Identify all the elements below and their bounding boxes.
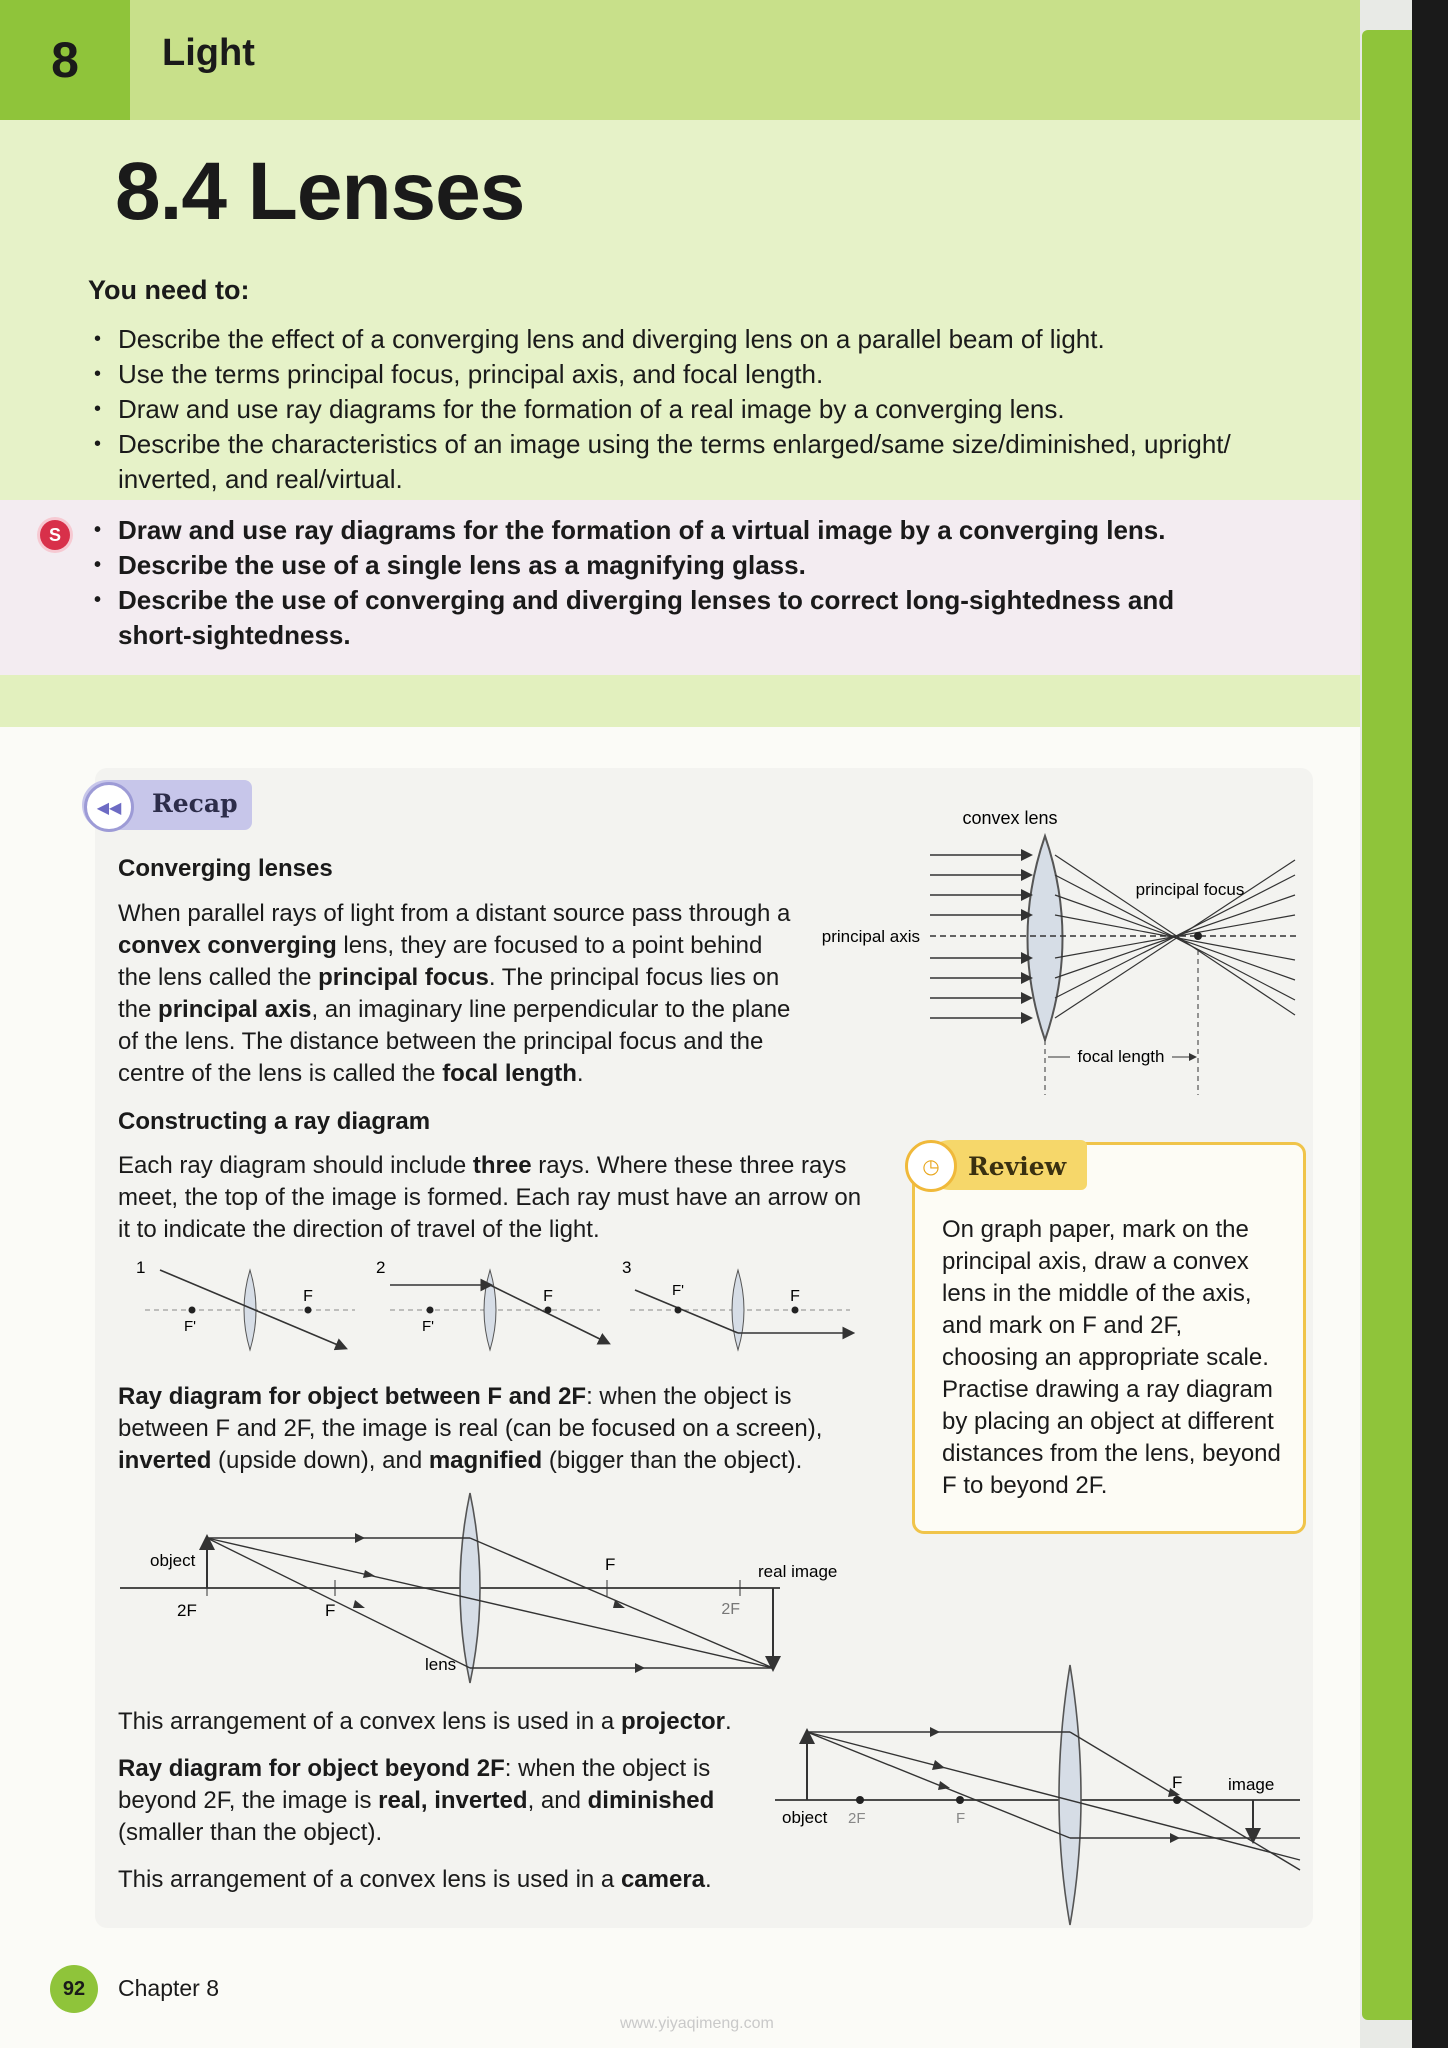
beyond-2f-diagram <box>770 1660 1310 1930</box>
ray-direction-arrows <box>353 1533 645 1673</box>
objectives-heading: You need to: <box>88 275 250 305</box>
stopwatch-icon: ◷ <box>905 1140 957 1192</box>
real-image-label: real image <box>758 1562 838 1581</box>
twoF-label: 2F <box>721 1601 740 1618</box>
step-ray <box>635 1290 738 1333</box>
page-edge-tab <box>1362 30 1412 2020</box>
step-focus-point <box>305 1307 312 1314</box>
page-number: 92 <box>50 1965 98 2013</box>
image-label: image <box>1228 1775 1275 1794</box>
object-label: object <box>782 1808 828 1827</box>
constructing-text: Each ray diagram should include three rays. Where these three rays meet, the top of the image is formed. Each ray must have an arrow on it to indicate the direction of travel of the light. <box>118 1152 862 1243</box>
focus-point <box>956 1796 964 1804</box>
step-focus-point <box>545 1307 552 1314</box>
objectives-bottom-strip <box>0 675 1360 727</box>
convex-lens-diagram <box>800 800 1310 1100</box>
constructing-heading: Constructing a ray diagram <box>118 1108 431 1135</box>
step-focus-label: F' <box>183 1318 197 1335</box>
object-label: object <box>150 1551 196 1570</box>
chapter-name: Light <box>162 32 255 74</box>
convex-lens-label: convex lens <box>962 808 1058 828</box>
between-f-2f-diagram <box>115 1488 855 1688</box>
watermark: www.yiyaqimeng.com <box>620 2015 774 2032</box>
supplement-badge: S <box>40 520 70 550</box>
objective-item: • Use the terms principal focus, principal axis, and focal length. <box>88 357 1328 392</box>
focus-point <box>1173 1796 1181 1804</box>
step-number: 3 <box>622 1258 632 1277</box>
beyond-2f-text: Ray diagram for object beyond 2F: when the object is beyond 2F, the image is real, inverted, and diminished (smaller than the object). <box>118 1755 715 1846</box>
step-focus-point <box>675 1307 682 1314</box>
step-lens <box>484 1270 496 1350</box>
projector-text: This arrangement of a convex lens is used in a projector. <box>118 1708 732 1735</box>
step-focus-label: F <box>790 1288 800 1305</box>
lens-label: lens <box>425 1655 457 1674</box>
step-number: 1 <box>136 1258 146 1277</box>
focus-label: F <box>605 1555 616 1574</box>
focal-length-label: focal length <box>1077 1047 1165 1066</box>
between-f-2f-text: Ray diagram for object between F and 2F: when the object is between F and 2F, the image is real (can be focused on a screen), inverted (upside down), and magnified (bigger than the object). <box>118 1383 823 1474</box>
converging-lenses-heading: Converging lenses <box>118 855 333 882</box>
objective-item: • Describe the characteristics of an image using the terms enlarged/same size/diminished, upright/ inverted, and real/virtual. <box>88 427 1328 497</box>
converging-lenses-text: When parallel rays of light from a distant source pass through a convex converging lens, they are focused to a point behind the lens called the principal focus. The principal focus lies on the principal axis, an imaginary line perpendicular to the plane of the lens. The distance between the principal focus and the centre of the lens is called the focal length. <box>118 900 791 1087</box>
objective-item: • Draw and use ray diagrams for the formation of a virtual image by a converging lens. <box>88 513 1218 548</box>
ray-construction-steps <box>130 1255 870 1355</box>
step-focus-point <box>792 1307 799 1314</box>
chapter-number: 8 <box>0 0 130 120</box>
twoF-point <box>856 1796 864 1804</box>
page-title: 8.4 Lenses <box>115 146 525 237</box>
core-objectives-list <box>88 322 1328 497</box>
focus-label: F <box>1172 1773 1183 1792</box>
twoF-label: 2F <box>177 1601 197 1620</box>
objective-item: • Describe the effect of a converging lens and diverging lens on a parallel beam of light. <box>88 322 1328 357</box>
principal-axis-label: principal axis <box>821 927 920 946</box>
lens-shape <box>1059 1665 1081 1925</box>
step-focus-point <box>189 1307 196 1314</box>
focus-label: F <box>325 1601 336 1620</box>
objective-item: • Describe the use of converging and diverging lenses to correct long-sightedness and short-sightedness. <box>88 583 1218 653</box>
step-focus-label: F' <box>421 1318 435 1335</box>
step-focus-label: F <box>543 1288 553 1305</box>
supplement-objectives-list <box>88 513 1218 653</box>
lens-shape <box>460 1493 480 1683</box>
ray-lines <box>207 1538 773 1668</box>
rewind-icon: ◀◀ <box>84 782 134 832</box>
ray-direction-arrows <box>930 1727 1183 1843</box>
objective-item: • Draw and use ray diagrams for the formation of a real image by a converging lens. <box>88 392 1328 427</box>
review-text: On graph paper, mark on the principal axis, draw a convex lens in the middle of the axis, and mark on F and 2F, choosing an appropriate scale. Practise drawing a ray diagram by placing an object at different distances from the lens, beyond F to beyond 2F. <box>942 1216 1281 1499</box>
twoF-label: 2F <box>848 1810 866 1827</box>
camera-text: This arrangement of a convex lens is used in a camera. <box>118 1866 712 1893</box>
focus-label: F <box>956 1810 966 1827</box>
step-number: 2 <box>376 1258 386 1277</box>
principal-focus-point <box>1194 932 1202 940</box>
convex-lens-shape <box>1028 836 1063 1040</box>
book-spine-shadow <box>1412 0 1448 2048</box>
recap-label: Recap <box>152 789 238 818</box>
step-focus-point <box>427 1307 434 1314</box>
review-label: Review <box>968 1152 1067 1181</box>
objective-item: • Describe the use of a single lens as a magnifying glass. <box>88 548 1218 583</box>
step-focus-label: F <box>303 1288 313 1305</box>
step-focus-label: F' <box>671 1282 685 1299</box>
principal-focus-label: principal focus <box>1135 880 1245 899</box>
footer-chapter: Chapter 8 <box>118 1975 220 2001</box>
step-lens <box>732 1270 744 1350</box>
ray-lines <box>807 1732 1300 1870</box>
